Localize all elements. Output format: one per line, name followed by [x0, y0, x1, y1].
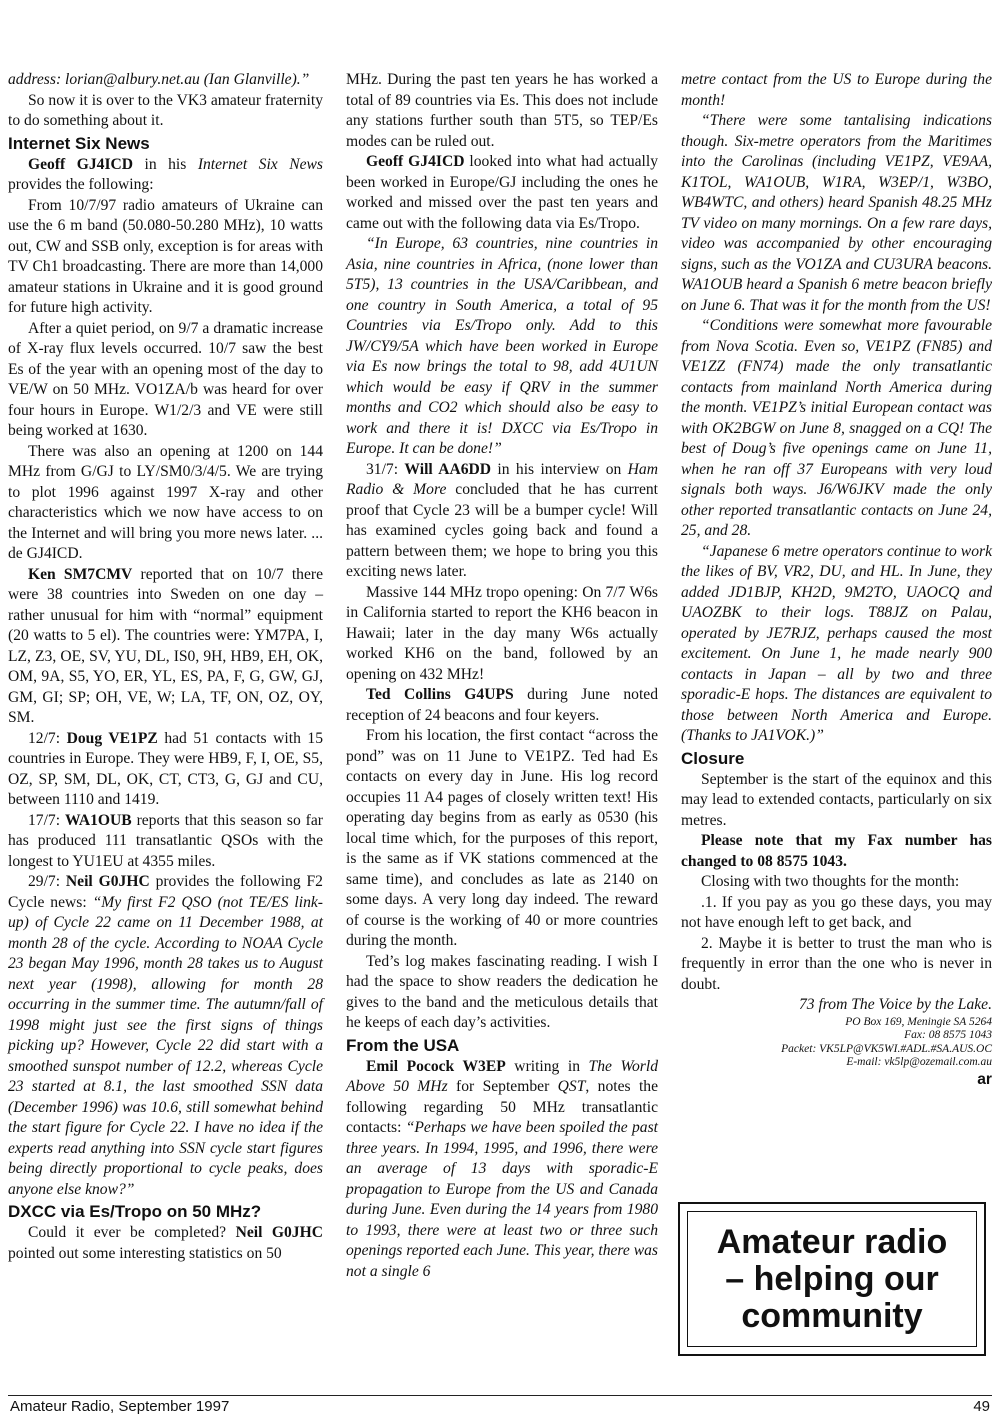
callsign: Emil Pocock W3EP — [366, 1057, 506, 1075]
paragraph — [8, 872, 323, 1200]
paragraph — [346, 1057, 658, 1283]
footer-publication: Amateur Radio, September 1997 — [10, 1398, 230, 1415]
paragraph: Ted’s log makes fascinating reading. I wish I had the space to show readers the dedication he gives to the band and the meticulous details that he keeps of each day’s activities. — [346, 952, 658, 1031]
heading-closure: Closure — [681, 748, 745, 768]
promo-text — [717, 1224, 948, 1335]
callsign: WA1OUB — [64, 811, 132, 829]
text: in his — [133, 155, 198, 173]
quotation: “Japanese 6 metre operators continue to work the likes of BV, VR2, DU, and HL. In June, they added JD1BJP, KH2D, 9M2TO, UAOCQ and UAOZBK to their logs. T88JZ on Palau, operated by JE7RJZ, perhaps caused the most excitement. On June 1, he made nearly 900 contacts in Japan – all by two and three sporadic-E hops. The distances are equivalent to those between North America and Europe. (Thanks to JA1VOK.)” — [681, 542, 992, 744]
callsign: Geoff GJ4ICD — [28, 155, 134, 173]
callsign: Neil G0JHC — [235, 1224, 323, 1241]
paragraph: After a quiet period, on 9/7 a dramatic increase of X-ray flux levels occurred. 10/7 saw the best Es of the year with an opening most of the day to VE/W on 50 MHz. VO1ZA/b was heard for over four hours in Europe. W1/2/3 and VE were still being worked at 1630. — [8, 319, 323, 439]
text: looked into what had actually been worked in Europe/GJ including the ones he worked and missed over the past ten years and came out with the following data via Es/Tropo. — [346, 153, 659, 232]
text: concluded that he has current proof that Cycle 23 will be a bumper cycle! Will has examined cycles going back and found a pattern between them; we hope to bring you this exciting news later. — [346, 481, 658, 580]
heading-internet-six-news: Internet Six News — [8, 133, 150, 153]
paragraph: From his location, the first contact “across the pond” was on 11 June to VE1PZ. Ted had Es contacts on every day in June. His log record occupies 11 A4 pages of closely written text! His operating day begins from as early as 0530 (his local time which, for the purposes of this report, is the same as if VK stations commenced at the same time), and concludes as late as 2140 on some days. A very long day indeed. The reward of course is the working of 40 or more countries during the month. — [346, 727, 658, 949]
paragraph — [346, 460, 658, 583]
publication-title: QST — [557, 1078, 586, 1095]
footer-rule — [8, 1395, 992, 1396]
text: reports that this season so far has produced 111 transatlantic QSOs with the longest to YU1EU at 4355 miles. — [8, 811, 323, 870]
callsign: Neil G0JHC — [65, 873, 150, 890]
heading-dxcc: DXCC via Es/Tropo on 50 MHz? — [8, 1202, 262, 1221]
paragraph — [8, 811, 323, 873]
promo-line: – helping our — [725, 1259, 939, 1298]
text: during June noted reception of 24 beacons and four keyers. — [346, 686, 658, 724]
postal-address: PO Box 169, Meningie SA 5264 — [845, 1015, 992, 1028]
paragraph — [346, 152, 658, 234]
callsign: Ted Collins G4UPS — [366, 686, 514, 703]
email-address: E-mail: vk5lp@ozemail.com.au — [846, 1056, 992, 1068]
paragraph — [8, 729, 323, 811]
paragraph — [8, 565, 323, 729]
promo-line: community — [741, 1296, 923, 1335]
paragraph: September is the start of the equinox and this may lead to extended contacts, particularly on six metres. — [681, 770, 992, 829]
publication-title: Ham Radio & More — [346, 460, 658, 498]
paragraph — [8, 1223, 323, 1264]
promo-line: Amateur radio — [716, 1222, 948, 1261]
paragraph: So now it is over to the VK3 amateur fraternity to do something about it. — [8, 91, 323, 129]
list-item: .1. If you pay as you go these days, you may not have enough left to get back, and — [681, 893, 992, 931]
column-2 — [346, 70, 658, 1282]
signature-line: 73 from The Voice by the Lake. — [798, 996, 992, 1013]
paragraph: Closing with two thoughts for the month: — [701, 873, 960, 890]
callsign: Geoff GJ4ICD — [366, 153, 465, 170]
fax-notice: Please note that my Fax number has changed to 08 8575 1043. — [681, 832, 992, 870]
promo-box — [678, 1202, 986, 1356]
date: 12/7: — [28, 729, 67, 747]
text: Could it ever be completed? — [28, 1224, 236, 1241]
paragraph — [8, 155, 323, 196]
list-item: 2. Maybe it is better to trust the man who is frequently in error than the one who is never in doubt. — [681, 934, 992, 993]
text: pointed out some interesting statistics on 50 — [8, 1244, 282, 1262]
packet-address: Packet: VK5LP@VK5WI.#ADL.#SA.AUS.OC — [781, 1042, 992, 1055]
callsign: Will AA6DD — [404, 460, 492, 478]
column-3 — [681, 70, 992, 1090]
callsign: Doug VE1PZ — [66, 729, 158, 747]
paragraph: address: lorian@albury.net.au (Ian Glanville).” — [8, 71, 310, 88]
publication-title: Internet Six News — [197, 155, 323, 173]
quotation: “In Europe, 63 countries, nine countries in Asia, nine countries in Africa, (none lower than 5T5), 13 countries in the USA/Caribbean, and one country in South America, a total of 95 Countries via Es/Tropo only. Add to this JW/CY9/5A which have been worked in Europe via Es now brings the total to 98, add 4U1UN which would be easy if QRV in the summer months and CO2 which should also be easy to work and there it is! DXCC via Es/Tropo in Europe. It can be done!” — [346, 235, 658, 457]
callsign: Ken SM7CMV — [28, 565, 133, 583]
paragraph: Massive 144 MHz tropo opening: On 7/7 W6s in California started to report the KH6 beacon in Hawaii; later in the day many W6s actually worked KH6 on the band, followed by an opening on 432 MHz! — [346, 583, 658, 683]
text: for September — [447, 1078, 558, 1095]
paragraph: From 10/7/97 radio amateurs of Ukraine can use the 6 m band (50.080-50.280 MHz), 10 watts out, CW and SSB only, exception is for areas with TV Ch1 broadcasting. There are more than 14,000 amateur stations in Ukraine and it is good ground for future high activity. — [8, 196, 323, 316]
text: reported that on 10/7 there were 38 countries into Sweden on one day – rather unusual for him with “normal” equipment (20 watts to 5 el). The countries were: YM7PA, I, LZ, Z3, OE, SV, YU, DL, IS0, 9H, HB9, EH, OK, OM, 9A, S5, YO, ER, YL, ES, PA, F, G, GW, GJ, GM, GI; SP; OH, VE, W; LA, TF, ON, OZ, OY, SM. — [8, 565, 323, 726]
text: provides the following: — [8, 176, 154, 193]
paragraph — [346, 685, 658, 726]
paragraph: There was also an opening at 1200 on 144 MHz from G/GJ to LY/SM0/3/4/5. We are trying to plot 1996 against 1997 X-ray and other characteristics which we now have access to on the Internet and will bring you more news later. ... de GJ4ICD. — [8, 442, 323, 562]
quotation: “Perhaps we have been spoiled the past three years. In 1994, 1995, and 1996, there were an average of 13 days with sporadic-E propagation to Europe from the US and Canada during June. Even during the 14 years from 1980 to 1993, there were at least two or three such openings reported each June. This year, there was not a single 6 — [346, 1119, 658, 1280]
publication-title: The World Above 50 MHz — [346, 1057, 658, 1095]
end-mark: ar — [977, 1070, 992, 1088]
text: , notes the following regarding 50 MHz transatlantic contacts: — [346, 1078, 659, 1136]
text: provides the following F2 Cycle news: — [8, 873, 323, 911]
date: 17/7: — [28, 811, 65, 829]
quotation: metre contact from the US to Europe during the month! — [681, 71, 992, 109]
quotation: “My first F2 QSO (not TE/ES link-up) of Cycle 22 came on 11 December 1988, at month 28 of the cycle. According to NOAA Cycle 23 began May 1996, month 28 takes us to August next year (1998), allowing for month 28 occurring in the summer time. The autumn/fall of 1998 might just see the first signs of things picking up? However, Cycle 22 did start with a smoothed sunspot number of 12.2, whereas Cycle 23 started at 8.1, the last smoothed SSN data (December 1996) was 10.6, still somewhat behind the start figure for Cycle 22. I have no idea if the experts read anything into SSN cycle start figures being directly proportional to cycle peaks, does anyone else know?” — [8, 893, 323, 1198]
column-1 — [8, 70, 323, 1264]
text: in his interview on — [491, 460, 628, 478]
quotation: “Conditions were somewhat more favourable from Nova Scotia. Even so, VE1PZ (FN85) and VE1ZZ (FN74) made the only transatlantic contacts from mainland North America during the month. VE1PZ’s initial European contact was with OK2BGW on June 8, snagged on a CQ! The best of Doug’s five openings came on June 11, when he ran off 37 Europeans with very loud signals both ways. J6/W6JKV made the only other reported transatlantic contacts on June 24, 25, and 28. — [681, 317, 992, 539]
fax-number: Fax: 08 8575 1043 — [904, 1029, 992, 1041]
quotation: “There were some tantalising indications though. Six-metre operators from the Maritimes into the Carolinas (including VE1PZ, VE9AA, K1TOL, WA1OUB, W1RA, W3EP/1, W3BO, WB4WTC, and others) heard Spanish 48.25 MHz TV video on many mornings. On a few rare days, video was accompanied by other encouraging signs, such as the VO1ZA and CU3URA beacons. WA1OUB heard a Spanish 6 metre beacon briefly on June 6. That was it for the month from the US! — [681, 112, 992, 314]
heading-from-the-usa: From the USA — [346, 1035, 460, 1055]
promo-box-inner — [687, 1211, 977, 1347]
page-number: 49 — [973, 1398, 990, 1415]
paragraph: MHz. During the past ten years he has worked a total of 89 countries via Es. This does not include any stations further south than 5T5, so TEP/Es modes can be ruled out. — [346, 71, 658, 150]
text: had 51 contacts with 15 countries in Europe. They were HB9, F, I, OE, S5, OZ, SP, SM, DL, OK, CT, CT3, G, GJ and CU, between 1110 and 1419. — [8, 729, 323, 808]
text: writing in — [505, 1057, 589, 1075]
date: 31/7: — [366, 460, 405, 478]
date: 29/7: — [28, 873, 66, 890]
